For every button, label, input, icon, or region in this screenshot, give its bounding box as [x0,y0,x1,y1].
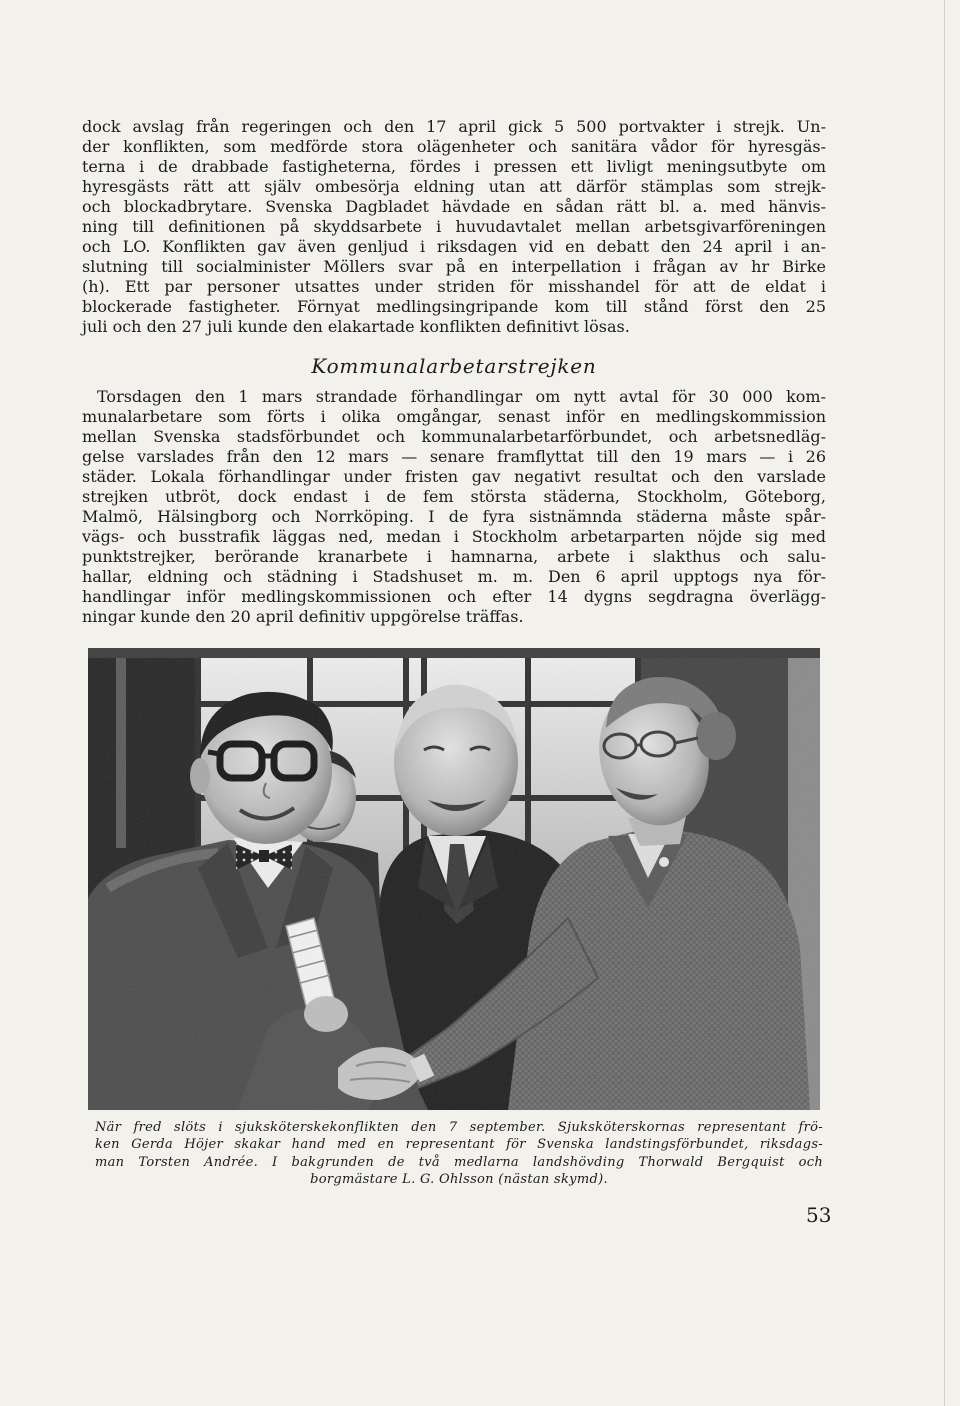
page-number: 53 [806,1203,832,1227]
photo-caption [95,1119,823,1188]
paragraph-1 [82,117,826,337]
text-line: der konflikten, som medförde stora olägenheter och sanitära vådor för hyresgäs- [82,137,826,156]
text-line: vägs- och busstrafik läggas ned, medan i Stockholm arbetarparten nöjde sig med [82,527,826,546]
paragraph-2 [82,387,826,627]
text-line: handlingar inför medlingskommissionen och efter 14 dygns segdragna överlägg- [82,587,826,606]
text-line: och LO. Konflikten gav även genljud i riksdagen vid en debatt den 24 april i an- [82,237,826,256]
text-line: gelse varslades från den 12 mars — senare framflyttat till den 19 mars — i 26 [82,447,826,466]
text-line: dock avslag från regeringen och den 17 april gick 5 500 portvakter i strejk. Un- [82,117,826,136]
text-line: Malmö, Hälsingborg och Norrköping. I de fyra sistnämnda städerna måste spår- [82,507,826,526]
text-line: blockerade fastigheter. Förnyat medlingsingripande kom till stånd först den 25 [82,297,826,316]
text-line: punktstrejker, berörande kranarbete i hamnarna, arbete i slakthus och salu- [82,547,826,566]
text-line: mellan Svenska stadsförbundet och kommunalarbetarförbundet, och arbetsnedläg- [82,427,826,446]
text-line: hallar, eldning och städning i Stadshuset m. m. Den 6 april upptogs nya för- [82,567,826,586]
caption-line: När fred slöts i sjuksköterskekonflikten den 7 september. Sjuksköterskornas representant frö- [95,1120,823,1135]
text-line: juli och den 27 juli kunde den elakartade konflikten definitivt lösas. [82,317,630,336]
text-line: terna i de drabbade fastigheterna, fördes i pressen ett livligt meningsutbyte om [82,157,826,176]
text-line: och blockadbrytare. Svenska Dagbladet hävdade en sådan rätt bl. a. med hänvis- [82,197,826,216]
text-line: ningar kunde den 20 april definitiv uppgörelse träffas. [82,607,524,626]
text-line: hyresgästs rätt att själv ombesörja eldning utan att därför stämplas som strejk- [82,177,826,196]
text-line: slutning till socialminister Möllers svar på en interpellation i frågan av hr Birke [82,257,826,276]
text-line: munalarbetare som förts i olika omgångar, senast inför en medlingskommission [82,407,826,426]
caption-line: borgmästare L. G. Ohlsson (nästan skymd). [310,1171,608,1187]
text-line: Torsdagen den 1 mars strandade förhandlingar om nytt avtal för 30 000 kom- [97,387,826,406]
text-line: (h). Ett par personer utsattes under striden för misshandel för att de eldat i [82,277,826,296]
caption-line: man Torsten Andrée. I bakgrunden de två medlarna landshövding Thorwald Bergquist och [95,1154,823,1170]
photo-grain [88,648,820,1110]
handshake-photograph [88,648,820,1110]
text-line: strejken utbröt, dock endast i de fem största städerna, Stockholm, Göteborg, [82,487,826,506]
text-line: ning till definitionen på skyddsarbete i huvudavtalet mellan arbetsgivarföreningen [82,217,826,236]
section-heading: Kommunalarbetarstrejken [311,354,597,378]
text-line: städer. Lokala förhandlingar under fristen gav negativt resultat och den varslade [82,467,826,486]
page-edge [944,0,945,1406]
caption-line: ken Gerda Höjer skakar hand med en representant för Svenska landstingsförbundet, riksdags- [95,1137,823,1153]
